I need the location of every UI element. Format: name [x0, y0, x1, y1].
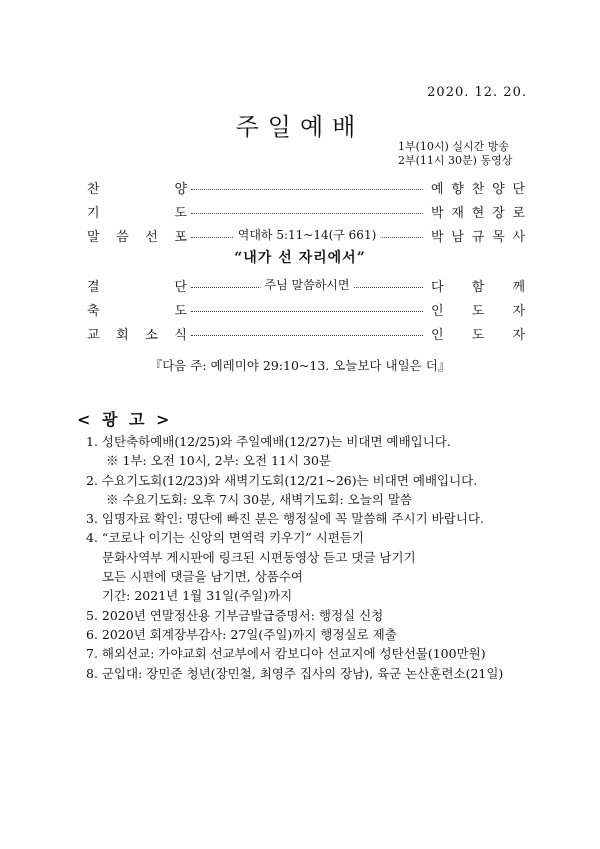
notice-item: 5. 2020년 연말정산용 기부금발급증명서: 행정실 신청	[86, 607, 384, 623]
order-leader-dots	[191, 302, 423, 316]
notice-detail: 모든 시편에 댓글을 남기면, 상품수여	[102, 569, 303, 585]
order-detail: 주님 말씀하시면	[261, 276, 354, 293]
order-row	[87, 298, 525, 320]
broadcast-line-1: 1부(10시) 실시간 방송	[398, 140, 509, 153]
order-role: 축 도	[87, 303, 187, 319]
notice-item: 1. 성탄축하예배(12/25)와 주일예배(12/27)는 비대면 예배입니다.	[86, 434, 451, 449]
notice-item: 4. “코로나 이기는 신앙의 면역력 키우기” 시편듣기	[86, 530, 364, 546]
order-leader-dots	[191, 204, 423, 218]
notice-item: 6. 2020년 회계장부감사: 27일(주일)까지 행정실로 제출	[86, 626, 397, 642]
order-role: 말 씀 선 포	[87, 229, 187, 245]
order-role: 결 단	[87, 279, 187, 295]
notice-item: 3. 임명자료 확인: 명단에 빠진 분은 행정실에 꼭 말씀해 주시기 바랍니다.	[86, 511, 484, 527]
notice-detail: ※ 수요기도회: 오후 7시 30분, 새벽기도회: 오늘의 말씀	[106, 491, 412, 507]
bulletin-date: 2020. 12. 20.	[427, 85, 527, 100]
order-role: 기 도	[87, 205, 187, 221]
broadcast-info	[398, 140, 512, 168]
order-leader-dots	[191, 228, 423, 242]
order-leader-dots	[191, 326, 423, 340]
order-role: 찬 양	[87, 181, 187, 197]
page-title: 주일예배	[235, 113, 365, 141]
order-role: 교 회 소 식	[87, 327, 187, 343]
order-leader-dots	[191, 278, 423, 292]
order-leader: 다 함 께	[431, 279, 525, 295]
notice-detail: ※ 1부: 오전 10시, 2부: 오전 11시 30분	[106, 453, 332, 469]
broadcast-line-2: 2부(11시 30분) 동영상	[398, 154, 513, 167]
notices-heading: < 광 고 >	[77, 410, 173, 429]
order-row	[87, 176, 525, 198]
notice-item: 2. 수요기도회(12/23)와 새벽기도회(12/21~26)는 비대면 예배입니다.	[86, 472, 478, 488]
order-row	[87, 200, 525, 222]
order-detail: 역대하 5:11~14(구 661)	[234, 226, 381, 243]
sermon-title: “내가 선 자리에서”	[234, 250, 366, 266]
order-leader: 예 향 찬 양 단	[431, 181, 525, 197]
notice-detail: 기간: 2021년 1월 31일(주일)까지	[102, 588, 293, 604]
notices-list	[86, 432, 503, 683]
order-leader: 인 도 자	[431, 303, 525, 319]
order-leader: 인 도 자	[431, 327, 525, 343]
order-row	[87, 274, 525, 296]
next-week-scripture: 『다음 주: 예레미야 29:10~13. 오늘보다 내일은 더』	[149, 358, 451, 373]
notice-item: 7. 해외선교: 가야교회 선교부에서 캄보디아 선교지에 성탄선물(100만원)	[86, 646, 486, 662]
notice-item: 8. 군입대: 장민준 청년(장민철, 최영주 집사의 장남), 육군 논산훈련소(21일)	[86, 665, 504, 681]
order-row	[87, 322, 525, 344]
order-leader-dots	[191, 180, 423, 194]
notice-detail: 문화사역부 게시판에 링크된 시편동영상 듣고 댓글 남기기	[102, 549, 416, 565]
order-leader: 박 재 현 장 로	[431, 205, 525, 221]
order-leader: 박 남 규 목 사	[431, 229, 525, 245]
order-row	[87, 224, 525, 246]
